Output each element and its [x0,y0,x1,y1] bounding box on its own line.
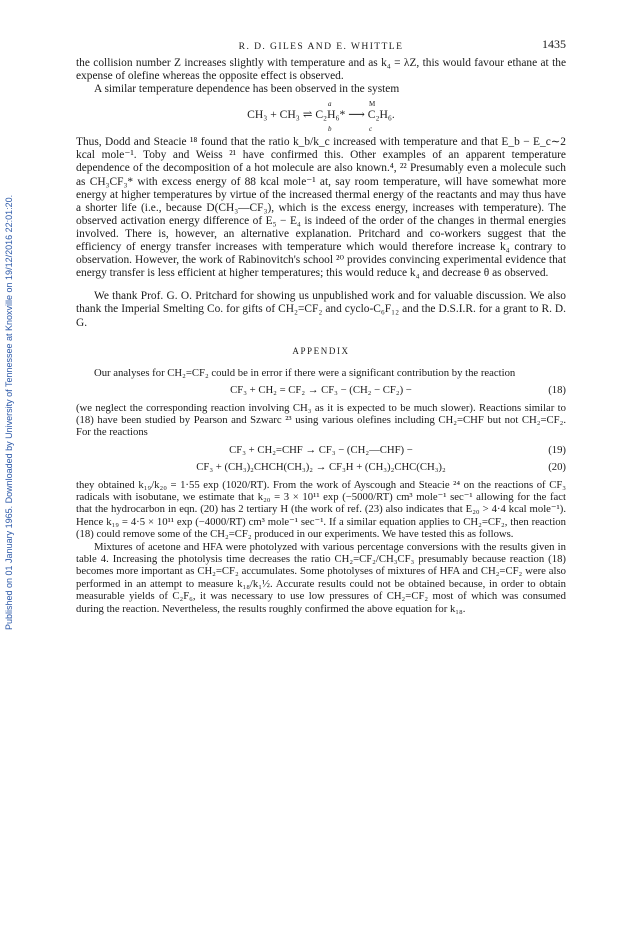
equation-20-number: (20) [548,461,566,474]
download-notice [4,70,16,630]
running-head-authors: R. D. GILES AND E. WHITTLE [238,41,404,52]
scheme-label-b: b [328,125,332,134]
download-notice-text: Published on 01 January 1965. Downloaded by University of Tennessee at Knoxville on 19/12/2016 22:01:20. [4,194,14,630]
equation-20 [76,461,566,473]
scheme-label-m: M [369,100,376,109]
scheme-equation: CH₃ + CH₃ ⇌ C₂H₆* ⟶ C₂H₆. [247,108,395,122]
equation-18-text: CF₃ + CH₂ = CF₂ → CF₃ − (CH₂ − CF₂) − [230,384,412,397]
appendix-paragraph-rates: they obtained k₁₉/k₂₀ = 1·55 exp (1020/RT). From the work of Ayscough and Steacie ²⁴ on the reactions of CF₃ radicals with isobutane, we estimate that k₂₀ = 3 × 10¹¹ exp (−5000/RT) cm³ mole⁻¹ sec⁻¹ allowing for the fact that the hydrocarbon in eqn. (20) has 2 tertiary H (the work of ref. (23) also indicates that E₂₀ > 4·4 kcal mole⁻¹). Hence k₁₉ = 4·5 × 10¹¹ exp (−4000/RT) cm³ mole⁻¹ sec⁻¹. If a similar equation applies to CH₂=CF₂, then reaction (18) could remove some of the CH₂=CF₂ produced in our experiments. We have tested this as follows. [76,478,566,541]
paragraph-system-intro: A similar temperature dependence has been observed in the system [94,83,400,96]
appendix-paragraph-mixtures: Mixtures of acetone and HFA were photolyzed with various percentage conversions with the results given in table 4. Increasing the photolysis time decreases the ratio CH₂=CF₂/CH₃CF₃ presumably because reaction (18) becomes more important as CH₂=CF₂ accumulates. Some photolyses of mixtures of HFA and CH₂=CF₂ were also performed in an attempt to measure k₁₈/k₁½. Accurate results could not be obtained because, in order to obtain measurable yields of C₂F₆, it was necessary to use low pressures of CH₂=CF₂ most of which was consumed during the reaction. Nevertheless, the results roughly confirmed the above equation for k₁₈. [76,540,566,615]
page-number: 1435 [542,37,566,51]
equation-19-number: (19) [548,443,566,456]
paragraph-dodd-steacie: Thus, Dodd and Steacie ¹⁸ found that the ratio k_b/k_c increased with temperature and that E_b − E_c∼2 kcal mole⁻¹. Toby and Weiss ²¹ have confirmed this. Other examples of an apparent temperature dependence of the decomposition of a hot molecule are also known.⁴, ²² Presumably even a molecule such as CH₃CF₃* with excess energy of 88 kcal mole⁻¹ at, say room temperature, will have somewhat more energy at higher temperatures by virtue of the increased thermal energy of the reactants and may thus have a shorter life (i.e., because D(CH₃—CF₃), which is the excess energy, increases with temperature). The observed activation energy difference of E₅ − E₄ is indeed of the order of the changes in thermal energies involved. There is, however, an alternative explanation. Pritchard and co-workers suggest that the efficiency of energy transfer increases with temperature which would therefore increase k₄ contrary to observation. However, the work of Rabinovitch's school ²⁰ provides convincing experimental evidence that energy transfer is less efficient at higher temperatures; this would reduce k₄ and decrease θ as observed. [76,136,566,280]
appendix-paragraph-analyses: Our analyses for CH₂=CF₂ could be in error if there were a significant contribution by the reaction [94,366,516,379]
appendix-paragraph-neglect: (we neglect the corresponding reaction involving CH₃ as it is expected to be much slower). Reactions similar to (18) have been studied by Pearson and Szwarc ²³ using various olefines including CH₂=CHF but not CH₂=CF₂. For the reactions [76,401,566,439]
scheme-label-a: a [328,100,332,109]
equation-18 [76,384,566,396]
reaction-scheme [76,96,566,136]
appendix-body [76,367,566,615]
article-page [76,38,566,615]
paragraph-acknowledgements: We thank Prof. G. O. Pritchard for showing us unpublished work and for valuable discussion. We also thank the Imperial Smelting Co. for gifts of CH₂=CF₂ and cyclo-C₆F₁₂ and the D.S.I.R. for a grant to R. D. G. [76,290,566,329]
paragraph-collision: the collision number Z increases slightly with temperature and as k₄ = λZ, this would favour ethane at the expense of olefine whereas the opposite effect is observed. [76,57,566,83]
appendix-heading: APPENDIX [292,345,350,356]
equation-20-text: CF₃ + (CH₃)₂CHCH(CH₃)₂ → CF₃H + (CH₃)₂CHC(CH₃)₂ [196,461,446,474]
equation-19 [76,444,566,456]
scheme-label-c: c [369,125,373,134]
running-head [76,38,566,54]
equation-18-number: (18) [548,384,566,397]
equation-19-text: CF₃ + CH₂=CHF → CF₃ − (CH₂—CHF) − [229,443,413,456]
